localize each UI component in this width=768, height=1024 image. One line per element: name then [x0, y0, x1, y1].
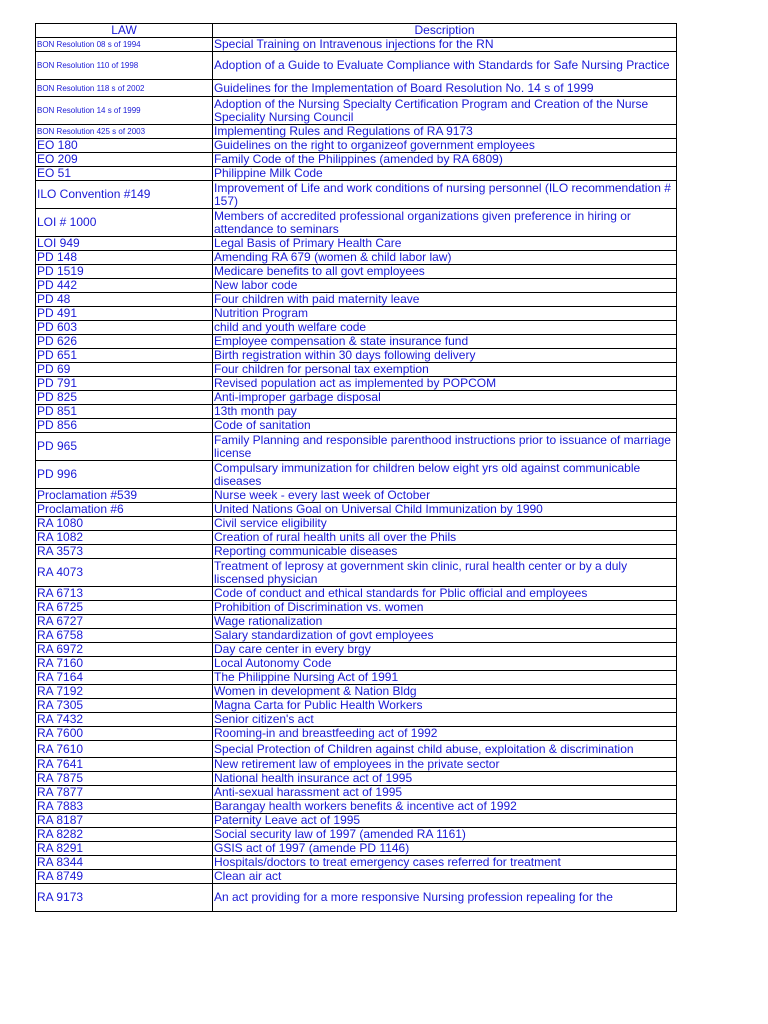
table-row [36, 335, 677, 349]
law-cell: ILO Convention #149 [36, 181, 213, 209]
description-cell: Senior citizen's act [213, 713, 677, 727]
description-cell: Prohibition of Discrimination vs. women [213, 601, 677, 615]
description-cell: Code of sanitation [213, 419, 677, 433]
law-cell: PD 651 [36, 349, 213, 363]
law-table [35, 23, 677, 912]
description-cell: Hospitals/doctors to treat emergency cases referred for treatment [213, 856, 677, 870]
description-cell: Salary standardization of govt employees [213, 629, 677, 643]
table-row [36, 545, 677, 559]
table-row [36, 321, 677, 335]
law-cell: BON Resolution 110 of 1998 [36, 52, 213, 80]
law-cell: EO 209 [36, 153, 213, 167]
table-row [36, 181, 677, 209]
table-row [36, 125, 677, 139]
law-cell: PD 1519 [36, 265, 213, 279]
description-cell: Nutrition Program [213, 307, 677, 321]
law-cell: RA 7164 [36, 671, 213, 685]
table-row [36, 713, 677, 727]
description-cell: child and youth welfare code [213, 321, 677, 335]
law-cell: PD 856 [36, 419, 213, 433]
law-cell: RA 7610 [36, 741, 213, 758]
description-cell: Employee compensation & state insurance fund [213, 335, 677, 349]
table-row [36, 489, 677, 503]
law-cell: LOI 949 [36, 237, 213, 251]
description-cell: GSIS act of 1997 (amende PD 1146) [213, 842, 677, 856]
law-cell: PD 626 [36, 335, 213, 349]
law-cell: RA 7305 [36, 699, 213, 713]
column-header-description: Description [213, 24, 677, 38]
table-row [36, 758, 677, 772]
law-cell: RA 8344 [36, 856, 213, 870]
description-cell: Paternity Leave act of 1995 [213, 814, 677, 828]
table-row [36, 80, 677, 97]
description-cell: Barangay health workers benefits & incentive act of 1992 [213, 800, 677, 814]
law-cell: PD 603 [36, 321, 213, 335]
table-row [36, 587, 677, 601]
law-cell: RA 4073 [36, 559, 213, 587]
description-cell: Civil service eligibility [213, 517, 677, 531]
table-row [36, 657, 677, 671]
law-cell: RA 8291 [36, 842, 213, 856]
law-cell: RA 6758 [36, 629, 213, 643]
table-row [36, 531, 677, 545]
description-cell: Anti-sexual harassment act of 1995 [213, 786, 677, 800]
table-body [36, 38, 677, 912]
description-cell: Amending RA 679 (women & child labor law) [213, 251, 677, 265]
law-cell: RA 8187 [36, 814, 213, 828]
law-cell: PD 825 [36, 391, 213, 405]
description-cell: Guidelines for the Implementation of Board Resolution No. 14 s of 1999 [213, 80, 677, 97]
law-cell: RA 9173 [36, 884, 213, 912]
table-row [36, 433, 677, 461]
description-cell: Local Autonomy Code [213, 657, 677, 671]
description-cell: The Philippine Nursing Act of 1991 [213, 671, 677, 685]
description-cell: Magna Carta for Public Health Workers [213, 699, 677, 713]
description-cell: Guidelines on the right to organizeof government employees [213, 139, 677, 153]
law-cell: EO 180 [36, 139, 213, 153]
law-cell: PD 148 [36, 251, 213, 265]
description-cell: Adoption of a Guide to Evaluate Compliance with Standards for Safe Nursing Practice [213, 52, 677, 80]
table-row [36, 856, 677, 870]
description-cell: 13th month pay [213, 405, 677, 419]
table-row [36, 615, 677, 629]
table-row [36, 251, 677, 265]
table-row [36, 419, 677, 433]
description-cell: Women in development & Nation Bldg [213, 685, 677, 699]
description-cell: Improvement of Life and work conditions of nursing personnel (ILO recommendation # 157) [213, 181, 677, 209]
description-cell: Implementing Rules and Regulations of RA 9173 [213, 125, 677, 139]
description-cell: Four children with paid maternity leave [213, 293, 677, 307]
description-cell: Legal Basis of Primary Health Care [213, 237, 677, 251]
table-row [36, 786, 677, 800]
description-cell: Wage rationalization [213, 615, 677, 629]
law-cell: RA 6972 [36, 643, 213, 657]
description-cell: Social security law of 1997 (amended RA 1161) [213, 828, 677, 842]
table-row [36, 503, 677, 517]
description-cell: Clean air act [213, 870, 677, 884]
description-cell: Day care center in every brgy [213, 643, 677, 657]
table-row [36, 517, 677, 531]
description-cell: Medicare benefits to all govt employees [213, 265, 677, 279]
law-cell: PD 965 [36, 433, 213, 461]
description-cell: Special Protection of Children against child abuse, exploitation & discrimination [213, 741, 677, 758]
description-cell: United Nations Goal on Universal Child Immunization by 1990 [213, 503, 677, 517]
description-cell: Philippine Milk Code [213, 167, 677, 181]
description-cell: Family Code of the Philippines (amended by RA 6809) [213, 153, 677, 167]
table-row [36, 139, 677, 153]
table-row [36, 153, 677, 167]
law-cell: RA 7600 [36, 727, 213, 741]
description-cell: New retirement law of employees in the private sector [213, 758, 677, 772]
law-cell: RA 7883 [36, 800, 213, 814]
table-row [36, 265, 677, 279]
law-cell: BON Resolution 14 s of 1999 [36, 97, 213, 125]
description-cell: Code of conduct and ethical standards for Pblic official and employees [213, 587, 677, 601]
description-cell: Rooming-in and breastfeeding act of 1992 [213, 727, 677, 741]
law-cell: PD 851 [36, 405, 213, 419]
description-cell: Reporting communicable diseases [213, 545, 677, 559]
law-cell: RA 1082 [36, 531, 213, 545]
column-header-law: LAW [36, 24, 213, 38]
table-row [36, 727, 677, 741]
table-row [36, 601, 677, 615]
description-cell: Compulsary immunization for children below eight yrs old against communicable diseases [213, 461, 677, 489]
table-row [36, 209, 677, 237]
law-cell: BON Resolution 08 s of 1994 [36, 38, 213, 52]
description-cell: Creation of rural health units all over the Phils [213, 531, 677, 545]
table-row [36, 52, 677, 80]
table-row [36, 800, 677, 814]
law-cell: PD 996 [36, 461, 213, 489]
description-cell: National health insurance act of 1995 [213, 772, 677, 786]
description-cell: Nurse week - every last week of October [213, 489, 677, 503]
table-row [36, 842, 677, 856]
law-cell: RA 7641 [36, 758, 213, 772]
law-cell: Proclamation #539 [36, 489, 213, 503]
law-cell: PD 491 [36, 307, 213, 321]
law-cell: EO 51 [36, 167, 213, 181]
table-row [36, 559, 677, 587]
law-cell: RA 1080 [36, 517, 213, 531]
table-row [36, 699, 677, 713]
law-cell: RA 7875 [36, 772, 213, 786]
law-cell: RA 7160 [36, 657, 213, 671]
table-row [36, 884, 677, 912]
table-header-row [36, 24, 677, 38]
table-row [36, 685, 677, 699]
table-row [36, 237, 677, 251]
law-cell: RA 3573 [36, 545, 213, 559]
table-row [36, 377, 677, 391]
law-cell: RA 8282 [36, 828, 213, 842]
law-cell: RA 7192 [36, 685, 213, 699]
table-row [36, 814, 677, 828]
description-cell: Family Planning and responsible parenthood instructions prior to issuance of marriage license [213, 433, 677, 461]
description-cell: Treatment of leprosy at government skin clinic, rural health center or by a duly liscensed physician [213, 559, 677, 587]
law-cell: PD 69 [36, 363, 213, 377]
table-row [36, 167, 677, 181]
table-row [36, 363, 677, 377]
table-row [36, 643, 677, 657]
description-cell: Birth registration within 30 days following delivery [213, 349, 677, 363]
law-cell: PD 48 [36, 293, 213, 307]
law-cell: BON Resolution 118 s of 2002 [36, 80, 213, 97]
description-cell: Adoption of the Nursing Specialty Certification Program and Creation of the Nurse Speciality Nursing Council [213, 97, 677, 125]
table-row [36, 279, 677, 293]
table-row [36, 461, 677, 489]
table-row [36, 671, 677, 685]
table-row [36, 405, 677, 419]
law-cell: Proclamation #6 [36, 503, 213, 517]
law-cell: PD 442 [36, 279, 213, 293]
law-cell: RA 6725 [36, 601, 213, 615]
table-row [36, 870, 677, 884]
description-cell: New labor code [213, 279, 677, 293]
description-cell: Members of accredited professional organizations given preference in hiring or attendance to seminars [213, 209, 677, 237]
table-row [36, 293, 677, 307]
law-cell: RA 6727 [36, 615, 213, 629]
table-row [36, 772, 677, 786]
table-row [36, 349, 677, 363]
law-cell: RA 7877 [36, 786, 213, 800]
law-cell: RA 6713 [36, 587, 213, 601]
description-cell: Special Training on Intravenous injections for the RN [213, 38, 677, 52]
law-cell: PD 791 [36, 377, 213, 391]
law-cell: RA 8749 [36, 870, 213, 884]
table-row [36, 629, 677, 643]
table-row [36, 307, 677, 321]
description-cell: An act providing for a more responsive Nursing profession repealing for the [213, 884, 677, 912]
law-cell: BON Resolution 425 s of 2003 [36, 125, 213, 139]
description-cell: Four children for personal tax exemption [213, 363, 677, 377]
table-row [36, 38, 677, 52]
table-row [36, 828, 677, 842]
law-cell: RA 7432 [36, 713, 213, 727]
table-row [36, 741, 677, 758]
description-cell: Anti-improper garbage disposal [213, 391, 677, 405]
description-cell: Revised population act as implemented by POPCOM [213, 377, 677, 391]
table-row [36, 391, 677, 405]
law-cell: LOI # 1000 [36, 209, 213, 237]
law-table-sheet [35, 23, 676, 912]
table-row [36, 97, 677, 125]
